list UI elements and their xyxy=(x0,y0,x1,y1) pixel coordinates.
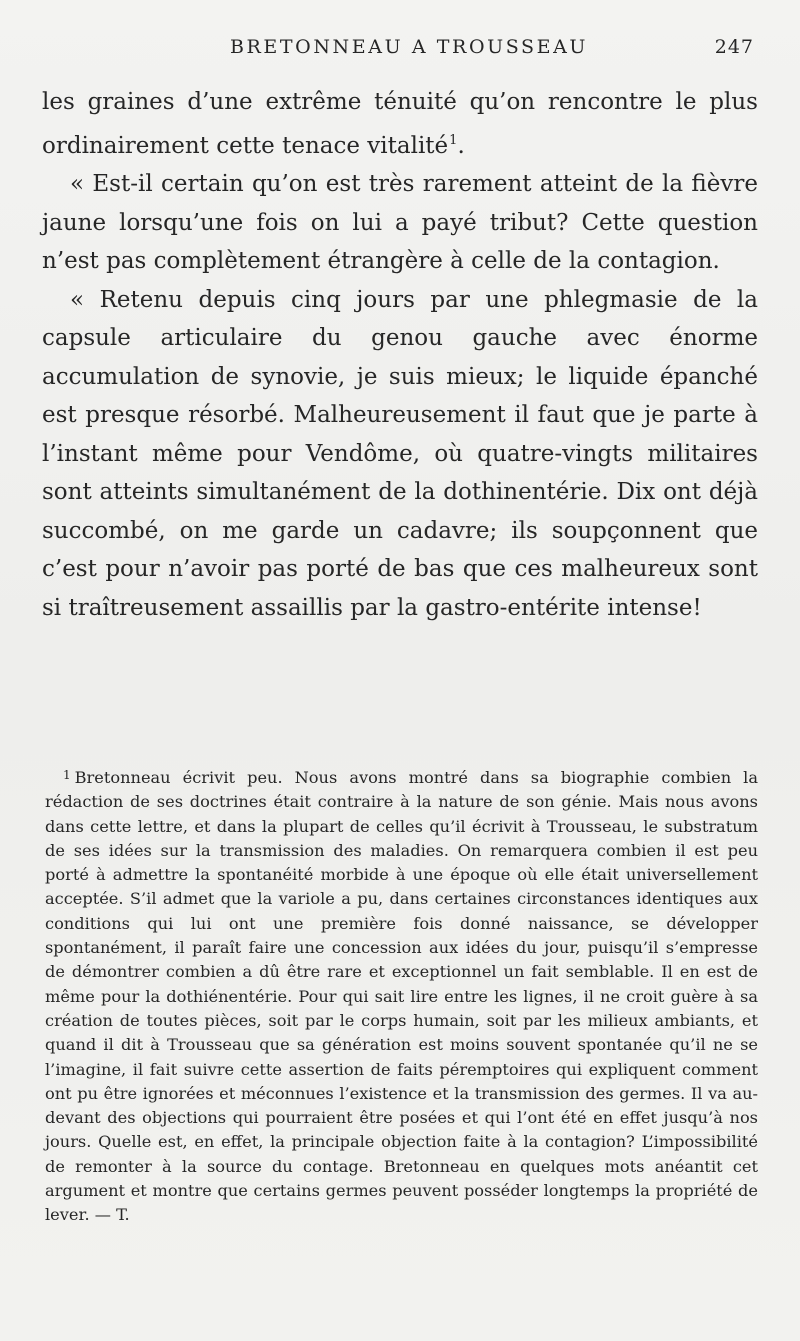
footnote-marker: 1 xyxy=(63,768,71,782)
paragraph-1-end: . xyxy=(457,132,465,159)
paragraph-3: « Retenu depuis cinq jours par une phlegmasie de la capsule articulaire du genou gauche avec énorme accumulation de synovie, je suis mieux; le liquide épanché est presque résorbé. Malheureusement il faut que je parte à l’instant même pour Vendôme, où quatre-vingts militaires sont atteints simultanément de la dothinentérie. Dix ont déjà succombé, on me garde un cadavre; ils soupçonnent que c’est pour n’avoir pas porté de bas que ces malheureux sont si traîtreusement assaillis par la gastro-entérite intense! xyxy=(42,286,758,621)
footnote-section xyxy=(45,763,758,1228)
footnote-text: Bretonneau écrivit peu. Nous avons montré dans sa biographie combien la rédaction de ses doctrines était contraire à la nature de son génie. Mais nous avons dans cette lettre, et dans la plupart de celles qu’il écrivit à Trousseau, le substratum de ses idées sur la transmission des maladies. On remarquera combien il est peu porté à admettre la spontanéité morbide à une époque où elle était universellement acceptée. S’il admet que la variole a pu, dans certaines circonstances identiques aux conditions qui lui ont une première fois donné naissance, se développer spontanément, il paraît faire une concession aux idées du jour, puisqu’il s’empresse de démontrer combien a dû être rare et exceptionnel un fait semblable. Il en est de même pour la dothiénentérie. Pour qui sait lire entre les lignes, il ne croit guère à sa création de toutes pièces, soit par le corps humain, soit par les milieux ambiants, et quand il dit à Trousseau que sa génération est moins souvent spontanée qu’il ne se l’imagine, il fait suivre cette assertion de faits péremptoires qui expliquent comment ont pu être ignorées et méconnues l’existence et la transmission des germes. Il va au-devant des objections qui pourraient être posées et qui l’ont été en effet jusqu’à nos jours. Quelle est, en effet, la principale objection faite à la contagion? L’impossibilité de remonter à la source du contage. Bretonneau en quelques mots anéantit cet argument et montre que certains germes peuvent posséder longtemps la propriété de lever. — T. xyxy=(45,768,758,1225)
paragraph-1 xyxy=(42,83,758,165)
running-title: BRETONNEAU A TROUSSEAU xyxy=(229,36,589,58)
footnote xyxy=(45,763,758,1228)
paragraph-2: « Est-il certain qu’on est très rarement atteint de la fièvre jaune lorsqu’une fois on lui a payé tribut? Cette question n’est pas complètement étrangère à celle de la contagion. xyxy=(42,171,758,274)
running-head xyxy=(40,36,758,60)
page-number: 247 xyxy=(714,36,754,58)
body-text xyxy=(42,83,758,627)
paragraph-1-text: les graines d’une extrême ténuité qu’on rencontre le plus ordinairement cette tenace vitalité xyxy=(42,89,758,159)
footnote-reference: 1 xyxy=(449,132,458,148)
